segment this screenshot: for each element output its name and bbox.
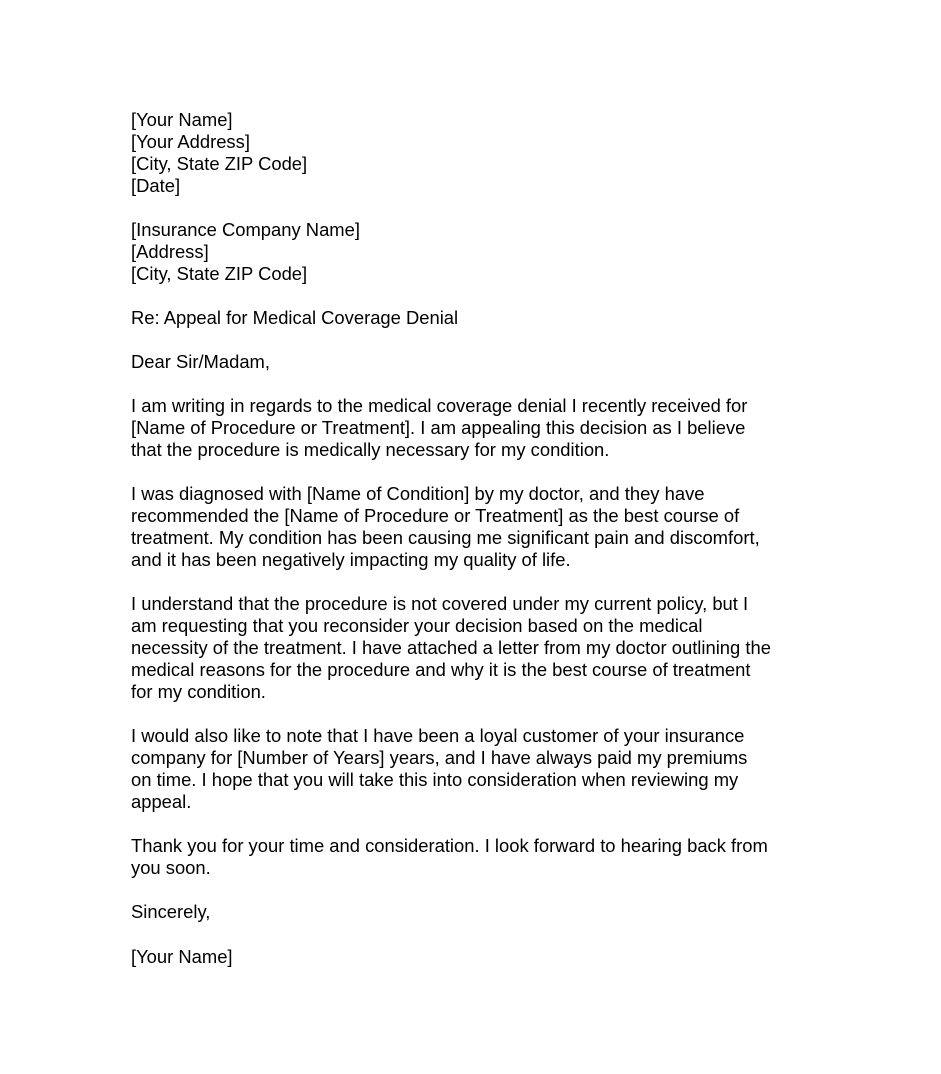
- paragraph-line: [Name of Procedure or Treatment]. I am appealing this decision as I believe: [131, 417, 746, 438]
- subject-text: Re: Appeal for Medical Coverage Denial: [131, 307, 459, 328]
- closing: [131, 901, 831, 923]
- recipient-company: [Insurance Company Name]: [131, 219, 360, 240]
- sender-block: [131, 109, 831, 197]
- paragraph-line: that the procedure is medically necessary for my condition.: [131, 439, 610, 460]
- paragraph-line: on time. I hope that you will take this into consideration when reviewing my: [131, 769, 739, 790]
- paragraph-line: I understand that the procedure is not covered under my current policy, but I: [131, 593, 749, 614]
- signature-name: [Your Name]: [131, 946, 233, 967]
- paragraph-line: I was diagnosed with [Name of Condition] by my doctor, and they have: [131, 483, 705, 504]
- recipient-block: [131, 219, 831, 285]
- salutation: [131, 351, 831, 373]
- letter-page: [131, 109, 831, 968]
- paragraph-line: necessity of the treatment. I have attached a letter from my doctor outlining the: [131, 637, 771, 658]
- recipient-city-state-zip: [City, State ZIP Code]: [131, 263, 308, 284]
- subject-line: [131, 307, 831, 329]
- paragraph-line: for my condition.: [131, 681, 266, 702]
- paragraph-line: and it has been negatively impacting my quality of life.: [131, 549, 571, 570]
- signature: [131, 946, 831, 968]
- paragraph-line: medical reasons for the procedure and why it is the best course of treatment: [131, 659, 751, 680]
- paragraph-line: treatment. My condition has been causing me significant pain and discomfort,: [131, 527, 760, 548]
- recipient-address: [Address]: [131, 241, 209, 262]
- body-paragraph-3: [131, 593, 831, 703]
- body-paragraph-4: [131, 725, 831, 813]
- paragraph-line: company for [Number of Years] years, and I have always paid my premiums: [131, 747, 748, 768]
- letter-date: [Date]: [131, 175, 181, 196]
- paragraph-line: I am writing in regards to the medical coverage denial I recently received for: [131, 395, 748, 416]
- salutation-text: Dear Sir/Madam,: [131, 351, 270, 372]
- body-paragraph-5: [131, 835, 831, 879]
- paragraph-line: I would also like to note that I have been a loyal customer of your insurance: [131, 725, 745, 746]
- sender-address: [Your Address]: [131, 131, 250, 152]
- sender-name: [Your Name]: [131, 109, 233, 130]
- paragraph-line: appeal.: [131, 791, 192, 812]
- paragraph-line: Thank you for your time and consideration. I look forward to hearing back from: [131, 835, 768, 856]
- sender-city-state-zip: [City, State ZIP Code]: [131, 153, 308, 174]
- paragraph-line: recommended the [Name of Procedure or Treatment] as the best course of: [131, 505, 740, 526]
- body-paragraph-1: [131, 395, 831, 461]
- closing-text: Sincerely,: [131, 901, 211, 922]
- body-paragraph-2: [131, 483, 831, 571]
- paragraph-line: you soon.: [131, 857, 211, 878]
- paragraph-line: am requesting that you reconsider your decision based on the medical: [131, 615, 703, 636]
